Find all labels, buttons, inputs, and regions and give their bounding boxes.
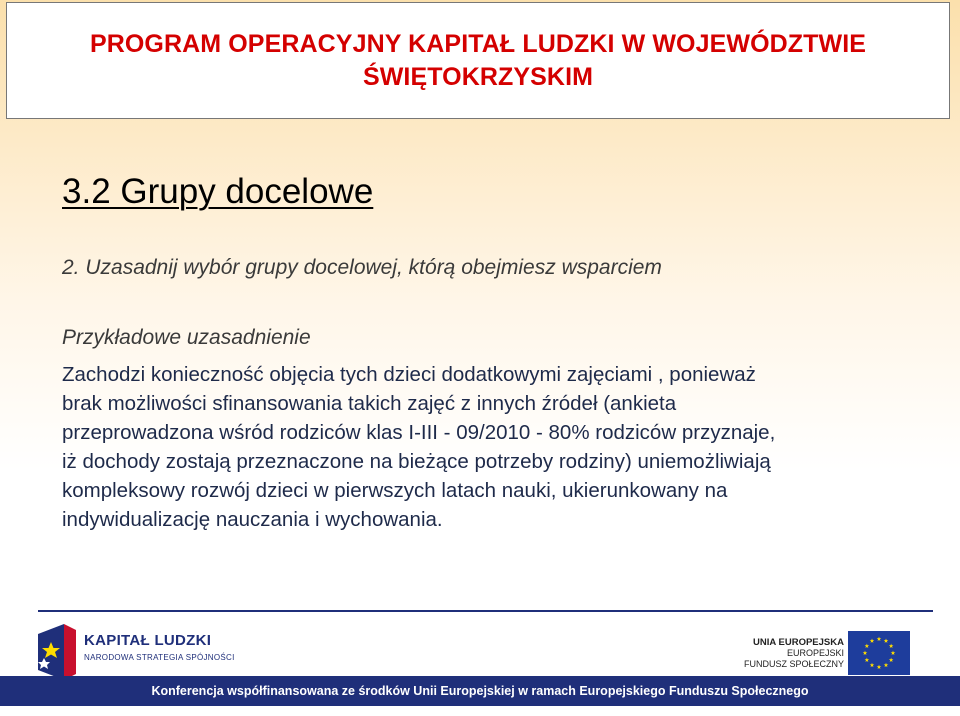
- program-title-line-1: PROGRAM OPERACYJNY KAPITAŁ LUDZKI W WOJEWÓDZTWIE: [89, 29, 867, 58]
- footer-bar: [0, 676, 960, 706]
- kl-logo-subtitle: NARODOWA STRATEGIA SPÓJNOŚCI: [84, 653, 235, 662]
- program-title-line-2: ŚWIĘTOKRZYSKIM: [362, 62, 594, 91]
- eu-logo-line-1: UNIA EUROPEJSKA: [753, 637, 844, 648]
- kl-logo-title: KAPITAŁ LUDZKI: [84, 632, 212, 649]
- justification-line: brak możliwości sfinansowania takich zajęć z innych źródeł (ankieta: [62, 392, 677, 415]
- eu-flag-icon: [848, 631, 910, 675]
- eu-logo-line-3: FUNDUSZ SPOŁECZNY: [743, 659, 844, 669]
- justification-line: indywidualizację nauczania i wychowania.: [62, 508, 443, 531]
- justification-line: iż dochody zostają przeznaczone na bieżące potrzeby rodziny) uniemożliwiają: [62, 450, 771, 473]
- eu-logo: [735, 631, 910, 679]
- justification-line: przeprowadzona wśród rodziców klas I-III - 09/2010 - 80% rodziców przyznaje,: [62, 421, 776, 444]
- header-banner: [6, 2, 950, 119]
- section-heading: 3.2 Grupy docelowe: [62, 172, 374, 211]
- question-text: 2. Uzasadnij wybór grupy docelowej, którą obejmiesz wsparciem: [62, 256, 662, 279]
- kapital-ludzki-emblem-icon: [34, 624, 78, 680]
- footer-divider: [38, 610, 933, 612]
- eu-logo-text: [744, 637, 844, 670]
- justification-text: [62, 360, 942, 534]
- eu-logo-line-2: EUROPEJSKI: [786, 648, 844, 658]
- kapital-ludzki-logo: [34, 624, 235, 680]
- justification-line: Zachodzi konieczność objęcia tych dzieci dodatkowymi zajęciami , ponieważ: [62, 363, 756, 386]
- justification-line: kompleksowy rozwój dzieci w pierwszych latach nauki, ukierunkowany na: [62, 479, 728, 502]
- example-label: Przykładowe uzasadnienie: [62, 326, 311, 349]
- cofinancing-notice: Konferencja współfinansowana ze środków Unii Europejskiej w ramach Europejskiego Funduszu Społecznego: [151, 684, 809, 698]
